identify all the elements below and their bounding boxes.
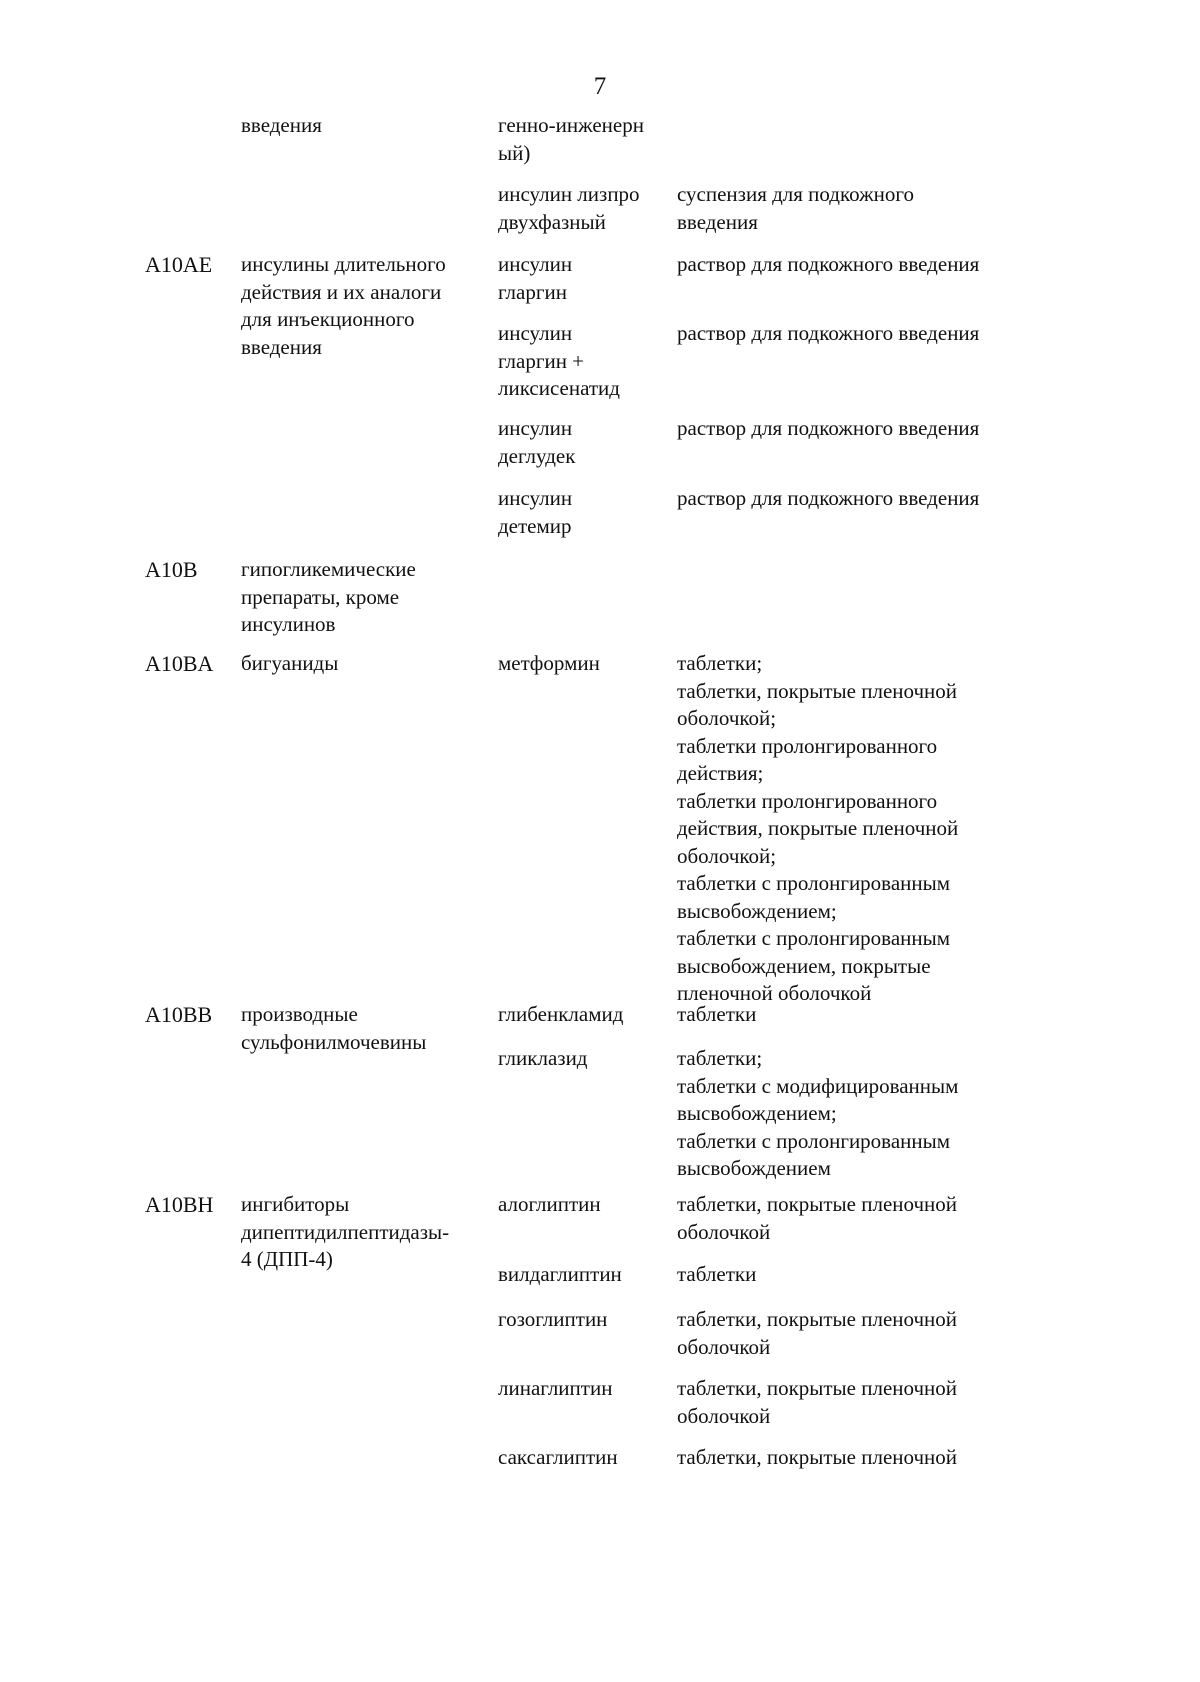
pharmacological-group-line: введения — [241, 113, 322, 137]
dosage-form — [677, 650, 958, 1008]
pharmacological-group-line: дипептидилпептидазы- — [241, 1219, 450, 1244]
dosage-form — [677, 415, 979, 443]
dosage-form-line: раствор для подкожного введения — [677, 252, 980, 276]
drug-name-line: саксаглиптин — [498, 1445, 618, 1469]
drug-name-line: ый) — [498, 140, 531, 165]
drug-name — [498, 1001, 623, 1029]
drug-name — [498, 251, 572, 306]
atc-code-line: A10AE — [145, 252, 213, 277]
atc-code-line: A10BB — [145, 1002, 213, 1027]
atc-code — [145, 650, 213, 678]
atc-code — [145, 1001, 212, 1029]
drug-name-line: линаглиптин — [498, 1376, 613, 1400]
drug-name-line: двухфазный — [498, 209, 606, 234]
dosage-form-line: высвобождением — [677, 1156, 831, 1180]
drug-name-line: деглудек — [498, 443, 576, 468]
pharmacological-group-line: инсулинов — [241, 612, 336, 636]
pharmacological-group-line: сульфонилмочевины — [241, 1029, 427, 1054]
dosage-form-line: таблетки; — [677, 651, 763, 675]
dosage-form-line: таблетки — [677, 1002, 757, 1026]
drug-name — [498, 650, 600, 678]
dosage-form-line: таблетки, покрытые пленочной — [677, 1376, 958, 1400]
drug-name-line: алоглиптин — [498, 1192, 601, 1216]
pharmacological-group — [241, 650, 338, 678]
dosage-form-line: таблетки; — [677, 1046, 763, 1070]
pharmacological-group-line: для инъекционного — [241, 307, 415, 331]
dosage-form-line: таблетки с пролонгированным — [677, 871, 951, 895]
drug-name-line: вилдаглиптин — [498, 1262, 622, 1286]
drug-name — [498, 1375, 612, 1403]
dosage-form-line: таблетки, покрытые пленочной — [677, 1307, 958, 1331]
dosage-form — [677, 1306, 957, 1361]
dosage-form — [677, 320, 979, 348]
dosage-form-line: таблетки пролонгированного — [677, 788, 938, 813]
dosage-form-line: оболочкой — [677, 1334, 771, 1359]
dosage-form-line: действия, покрытые пленочной — [677, 816, 959, 840]
dosage-form — [677, 251, 979, 279]
drug-name-line: гларгин + — [498, 348, 585, 373]
dosage-form-line: таблетки с модифицированным — [677, 1073, 959, 1098]
pharmacological-group — [241, 251, 446, 361]
drug-name-line: глибенкламид — [498, 1002, 624, 1026]
drug-name-line: инсулин — [498, 486, 573, 510]
drug-name — [498, 112, 644, 167]
dosage-form-line: раствор для подкожного введения — [677, 416, 980, 440]
atc-code-line: A10BH — [145, 1192, 214, 1217]
dosage-form — [677, 1375, 957, 1430]
drug-name-line: ликсисенатид — [498, 376, 620, 400]
drug-name — [498, 415, 575, 470]
dosage-form — [677, 1444, 957, 1472]
atc-code-line: A10B — [145, 557, 198, 582]
pharmacological-group-line: 4 (ДПП-4) — [241, 1247, 333, 1271]
dosage-form-line: высвобождением; — [677, 898, 837, 923]
pharmacological-group-line: ингибиторы — [241, 1192, 350, 1216]
dosage-form-line: действия; — [677, 761, 764, 785]
atc-code — [145, 1191, 213, 1219]
pharmacological-group — [241, 1001, 426, 1056]
pharmacological-group-line: гипогликемические — [241, 557, 416, 581]
dosage-form-line: оболочкой — [677, 1219, 771, 1244]
pharmacological-group-line: производные — [241, 1002, 358, 1026]
drug-name-line: детемир — [498, 513, 572, 538]
drug-name — [498, 1306, 607, 1334]
pharmacological-group-line: бигуаниды — [241, 651, 339, 675]
page-number: 7 — [593, 73, 607, 100]
drug-name-line: гликлазид — [498, 1046, 588, 1070]
dosage-form — [677, 1045, 958, 1183]
drug-name — [498, 1261, 622, 1289]
dosage-form — [677, 1261, 756, 1289]
dosage-form-line: оболочкой — [677, 1403, 771, 1428]
atc-code-line: A10BA — [145, 651, 214, 676]
drug-name — [498, 485, 572, 540]
pharmacological-group — [241, 112, 322, 140]
atc-code — [145, 251, 212, 279]
drug-name-line: метформин — [498, 651, 600, 675]
dosage-form — [677, 1001, 756, 1029]
dosage-form-line: высвобождением; — [677, 1101, 837, 1125]
drug-name — [498, 320, 620, 403]
dosage-form-line: оболочкой; — [677, 843, 777, 868]
drug-name-line: инсулин — [498, 416, 573, 440]
dosage-form-line: таблетки, покрытые пленочной — [677, 1192, 958, 1216]
drug-name — [498, 1191, 601, 1219]
drug-name-line: гларгин — [498, 279, 567, 304]
dosage-form-line: суспензия для подкожного — [677, 182, 914, 206]
drug-name-line: генно-инженерн — [498, 113, 644, 137]
pharmacological-group-line: препараты, кроме — [241, 584, 400, 609]
dosage-form-line: таблетки с пролонгированным — [677, 926, 951, 950]
pharmacological-group-line: инсулины длительного — [241, 252, 446, 276]
dosage-form-line: раствор для подкожного введения — [677, 321, 980, 345]
dosage-form-line: раствор для подкожного введения — [677, 486, 980, 510]
dosage-form-line: пленочной оболочкой — [677, 981, 872, 1005]
drug-name-line: инсулин — [498, 321, 573, 345]
drug-name-line: инсулин лизпро — [498, 182, 640, 206]
pharmacological-group-line: действия и их аналоги — [241, 279, 442, 304]
pharmacological-group — [241, 1191, 449, 1274]
drug-name — [498, 1045, 588, 1073]
atc-code — [145, 556, 198, 584]
dosage-form-line: таблетки — [677, 1262, 757, 1286]
dosage-form-line: введения — [677, 209, 758, 234]
drug-name-line: инсулин — [498, 252, 573, 276]
dosage-form-line: высвобождением, покрытые — [677, 953, 931, 978]
dosage-form — [677, 1191, 957, 1246]
dosage-form-line: таблетки, покрытые пленочной — [677, 678, 958, 703]
drug-name-line: гозоглиптин — [498, 1307, 608, 1331]
dosage-form — [677, 485, 979, 513]
dosage-form-line: таблетки пролонгированного — [677, 733, 938, 758]
dosage-form — [677, 181, 914, 236]
pharmacological-group-line: введения — [241, 334, 322, 359]
pharmacological-group — [241, 556, 416, 639]
dosage-form-line: таблетки, покрытые пленочной — [677, 1445, 958, 1469]
dosage-form-line: таблетки с пролонгированным — [677, 1128, 951, 1153]
dosage-form-line: оболочкой; — [677, 706, 777, 730]
drug-name — [498, 181, 640, 236]
drug-name — [498, 1444, 618, 1472]
